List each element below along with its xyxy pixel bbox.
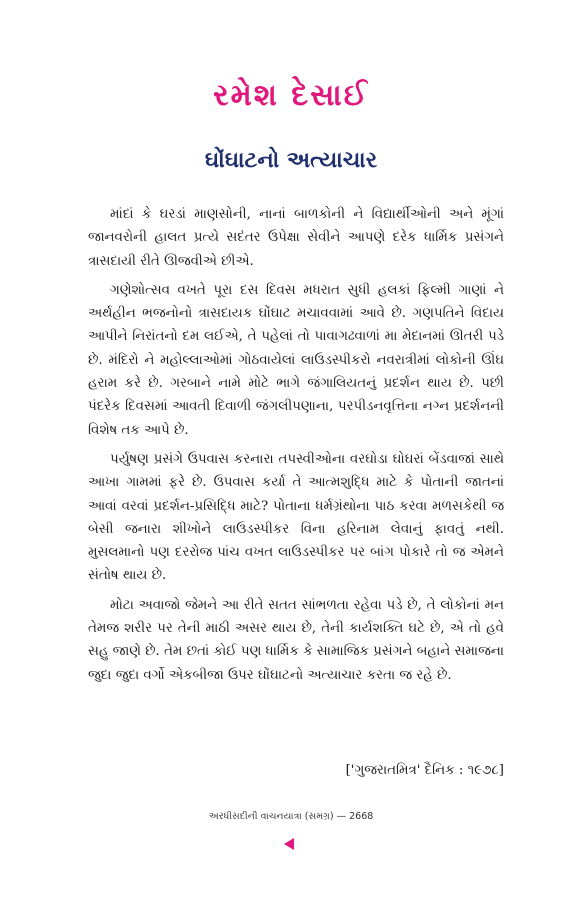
- page-footer: અરધીસદીની વાચનયાત્રા (સમગ્ર) — 2668: [208, 811, 374, 822]
- article-body: [88, 203, 504, 693]
- article-title: ઘોંઘાટનો અત્યાચાર: [204, 148, 378, 173]
- triangle-left-icon[interactable]: [284, 838, 294, 850]
- paragraph-1: માંદાં કે ઘરડાં માણસોની, નાનાં બાળકોની ને વિદ્યાર્થીઓની અને મૂંગાં જાનવરોની હાલત પ્રત્યે સદંતર ઉપેક્ષા સેવીને આપણે દરેક ધાર્મિક પ્રસંગને ત્રાસદાયી રીતે ઊજવીએ છીએ.: [88, 207, 504, 269]
- author-name: રમેશ દેસાઈ: [213, 78, 369, 113]
- paragraph-2: ગણેશોત્સવ વખતે પૂરા દસ દિવસ મધરાત સુધી હલકાં ફિલ્મી ગાણાં ને અર્થહીન ભજનોનો ત્રાસદાયક ઘોંઘાટ મચાવવામાં આવે છે. ગણપતિને વિદાય આપીને નિરાંતનો દમ લઈએ, તે પહેલાં તો પાવાગઢવાળાં મા મેદાનમાં ઊતરી પડે છે. મંદિરો ને મહોલ્લાઓમાં ગોઠવાયેલાં લાઉડસ્પીકરો નવરાત્રીમાં લોકોની ઊંઘ હરામ કરે છે. ગરબાને નામે મોટે ભાગે જંગાલિયતનું પ્રદર્શન થાય છે. પછી પંદરેક દિવસમાં આવતી દિવાળી જંગલીપણાના, પરપીડનવૃત્તિના નગ્ન પ્રદર્શનની વિશેષ તક આપે છે.: [88, 282, 504, 438]
- paragraph-4: મોટા અવાજો જેમને આ રીતે સતત સાંભળતા રહેવા પડે છે, તે લોકોનાં મન તેમજ શરીર પર તેની માઠી અસર થાય છે, તેની કાર્યશક્તિ ઘટે છે, એ તો હવે સહુ જાણે છે. તેમ છતાં કોઈ પણ ધાર્મિક કે સામાજિક પ્રસંગને બહાને સમાજના જુદા જુદા વર્ગો એકબીજા ઉપર ઘોંઘાટનો અત્યાચાર કરતા જ રહે છે.: [88, 597, 504, 683]
- paragraph-3: પર્યુષણ પ્રસંગે ઉપવાસ કરનારા તપસ્વીઓના વરઘોડા ઘોઘરાં બેંડવાજાં સાથે આખા ગામમાં ફરે છે. ઉપવાસ કર્યા તે આત્મશુદ્ધિ માટે કે પોતાની જાતનાં આવાં વરવાં પ્રદર્શન-પ્રસિદ્ધિ માટે? પોતાના ધર્મગ્રંથોના પાઠ કરવા મળસકેથી જ બેસી જનારા શીખોને લાઉડસ્પીકર વિના હરિનામ લેવાનું ફાવતું નથી. મુસલમાનો પણ દરરોજ પાંચ વખત લાઉડસ્પીકર પર બાંગ પોકારે તો જ એમને સંતોષ થાય છે.: [88, 451, 504, 584]
- source-citation: ['ગુજરાતમિત્ર' દૈનિક : ૧૯૭૮]: [345, 763, 504, 778]
